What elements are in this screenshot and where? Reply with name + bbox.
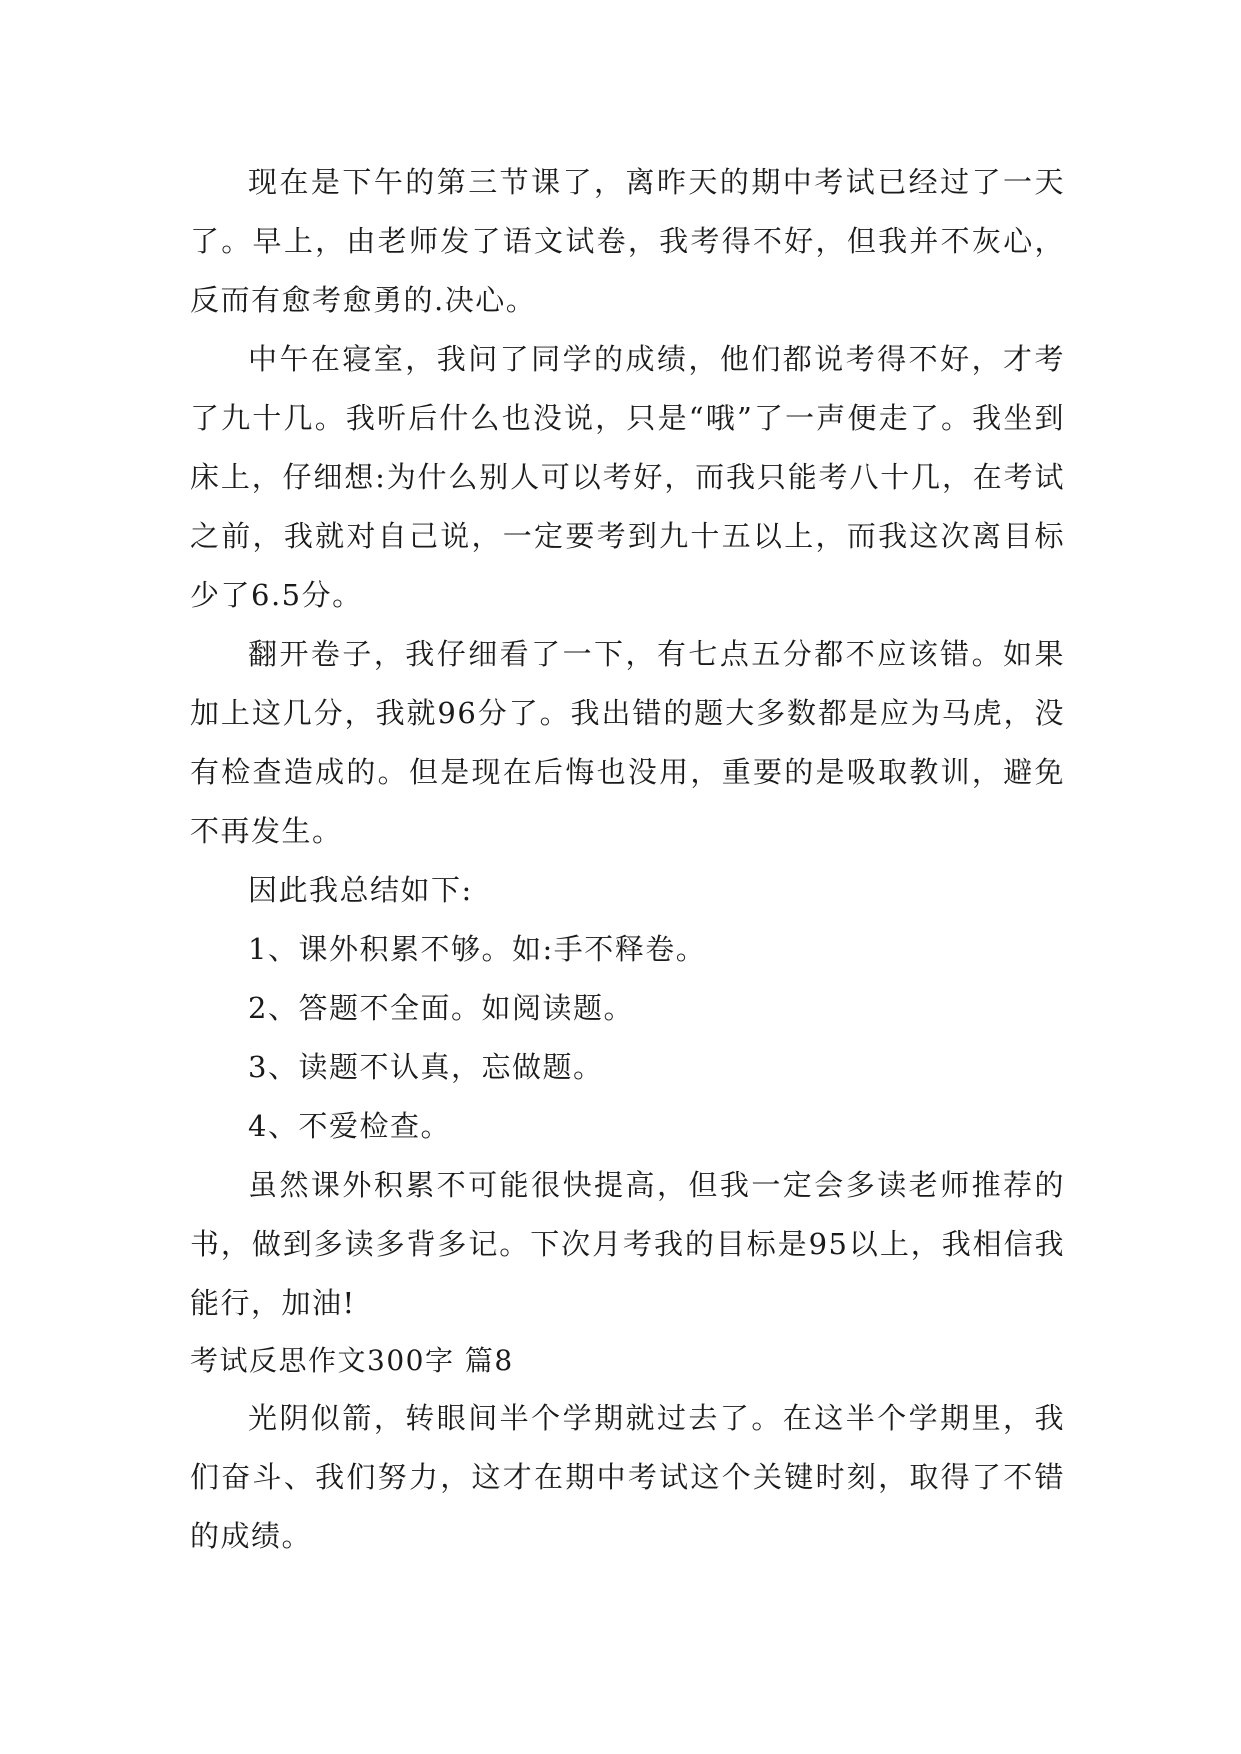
paragraph-3: 翻开卷子，我仔细看了一下，有七点五分都不应该错。如果加上这几分，我就96分了。我出错的题大多数都是应为马虎，没有检查造成的。但是现在后悔也没用，重要的是吸取教训，避免不再发生。	[190, 637, 1065, 848]
summary-intro: 因此我总结如下:	[248, 873, 473, 907]
list-item-2: 2、答题不全面。如阅读题。	[248, 991, 634, 1025]
paragraph-1: 现在是下午的第三节课了，离昨天的期中考试已经过了一天了。早上，由老师发了语文试卷，我考得不好，但我并不灰心，反而有愈考愈勇的.决心。	[190, 165, 1065, 317]
document-body	[190, 153, 1065, 1566]
next-paragraph: 光阴似箭，转眼间半个学期就过去了。在这半个学期里，我们奋斗、我们努力，这才在期中考试这个关键时刻，取得了不错的成绩。	[190, 1401, 1065, 1553]
paragraph-2: 中午在寝室，我问了同学的成绩，他们都说考得不好，才考了九十几。我听后什么也没说，只是“哦”了一声便走了。我坐到床上，仔细想:为什么别人可以考好，而我只能考八十几，在考试之前，我就对自己说，一定要考到九十五以上，而我这次离目标少了6.5分。	[190, 342, 1065, 612]
list-item-3: 3、读题不认真，忘做题。	[248, 1050, 604, 1084]
list-item-4: 4、不爱检查。	[248, 1109, 451, 1143]
closing-paragraph: 虽然课外积累不可能很快提高，但我一定会多读老师推荐的书，做到多读多背多记。下次月考我的目标是95以上，我相信我能行，加油!	[190, 1168, 1065, 1320]
section-heading: 考试反思作文300字 篇8	[190, 1344, 514, 1377]
list-item-1: 1、课外积累不够。如:手不释卷。	[248, 932, 707, 966]
